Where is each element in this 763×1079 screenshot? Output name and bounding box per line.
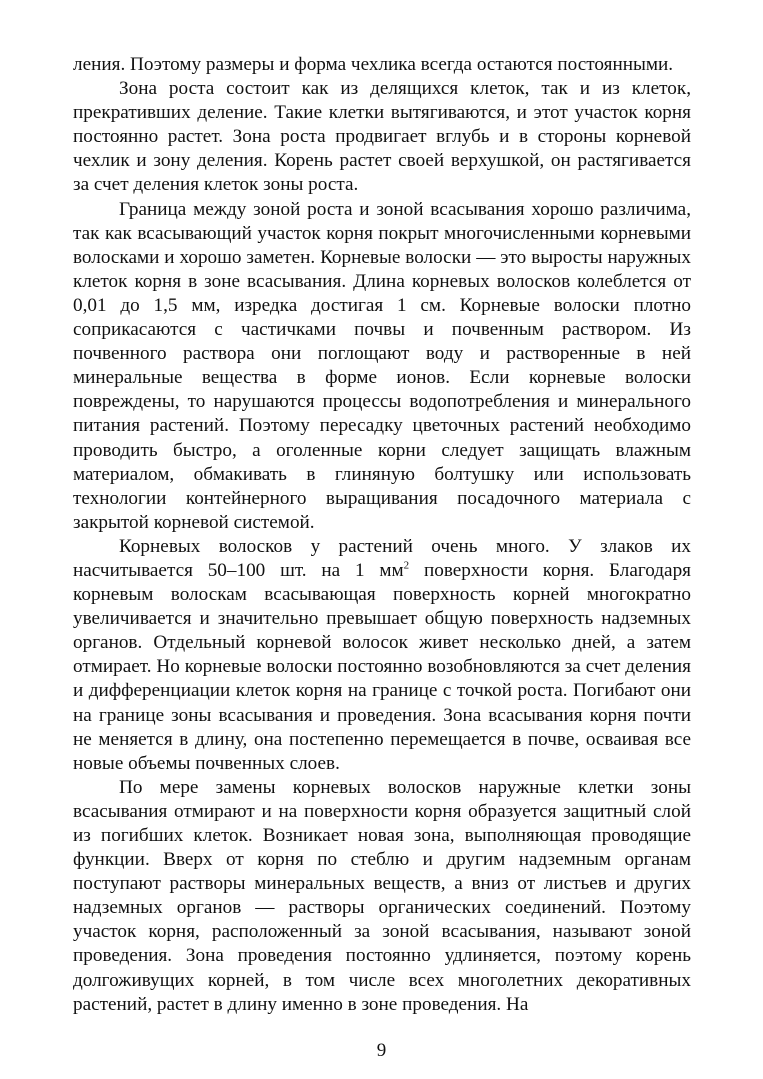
paragraph-continuation: ления. Поэтому размеры и форма чехлика всегда остаются постоянными. [73,54,674,75]
superscript-square: 2 [403,559,410,572]
paragraph-conduction-zone: По мере замены корневых волосков наружные клетки зоны всасывания отмирают и на поверхности корня образуется защитный слой из погибших клеток. Возникает новая зона, выполняющая проводящие функции. Вверх от корня по стеблю и другим надземным органам поступают растворы минеральных веществ, а вниз от листьев и других надземных органов — растворы органических соединений. Поэтому участок корня, расположенный за зоной всасывания, называют зоной проведения. Зона проведения постоянно удлиняется, поэтому корень долгоживущих корней, в том числе всех многолетних декоративных растений, растет в длину именно в зоне проведения. На [73,776,691,1015]
paragraph-root-hairs [73,535,691,776]
paragraph-growth-zone: Зона роста состоит как из делящихся клеток, так и из клеток, прекративших деление. Такие клетки вытягиваются, и этот участок корня постоянно растет. Зона роста продвигает вглубь и в стороны корневой чехлик и зону деления. Корень растет своей верхушкой, он растягивается за счет деления клеток зоны роста. [73,78,691,196]
paragraph-root-hairs-part2: поверхности корня. Благодаря корневым волоскам всасывающая поверхность корней многократно увеличивается и значительно превышает общую поверхность надземных органов. Отдельный корневой волосок живет несколько дней, а затем отмирает. Но корневые волоски постоянно возобновляются за счет деления и дифференциации клеток корня на границе с точкой роста. Погибают они на границе зоны всасывания и проведения. Зона всасывания корня почти не меняется в длину, она постепенно перемещается в почве, осваивая все новые объемы почвенных слоев. [73,559,691,774]
paragraph-root-hairs-part1: Корневых волосков у растений очень много. У злаков их насчитывается 50–100 шт. на 1 мм [73,535,691,581]
paragraph-absorption-zone: Граница между зоной роста и зоной всасывания хорошо различима, так как всасывающий участок корня покрыт многочисленными корневыми волосками и хорошо заметен. Корневые волоски — это выросты наружных клеток корня в зоне всасывания. Длина корневых волосков колеблется от 0,01 до 1,5 мм, изредка достигая 1 см. Корневые волоски плотно соприкасаются с частичками почвы и почвенным раствором. Из почвенного раствора они поглощают воду и растворенные в ней минеральные вещества в форме ионов. Если корневые волоски повреждены, то нарушаются процессы водопотребления и минерального питания растений. Поэтому пересадку цветочных растений необходимо проводить быстро, а оголенные корни следует защищать влажным материалом, обмакивать в глиняную болтушку или использовать технологии контейнерного выращивания посадочного материала с закрытой корневой системой. [73,198,691,533]
page-body [73,53,691,1017]
page-number: 9 [376,1040,387,1061]
